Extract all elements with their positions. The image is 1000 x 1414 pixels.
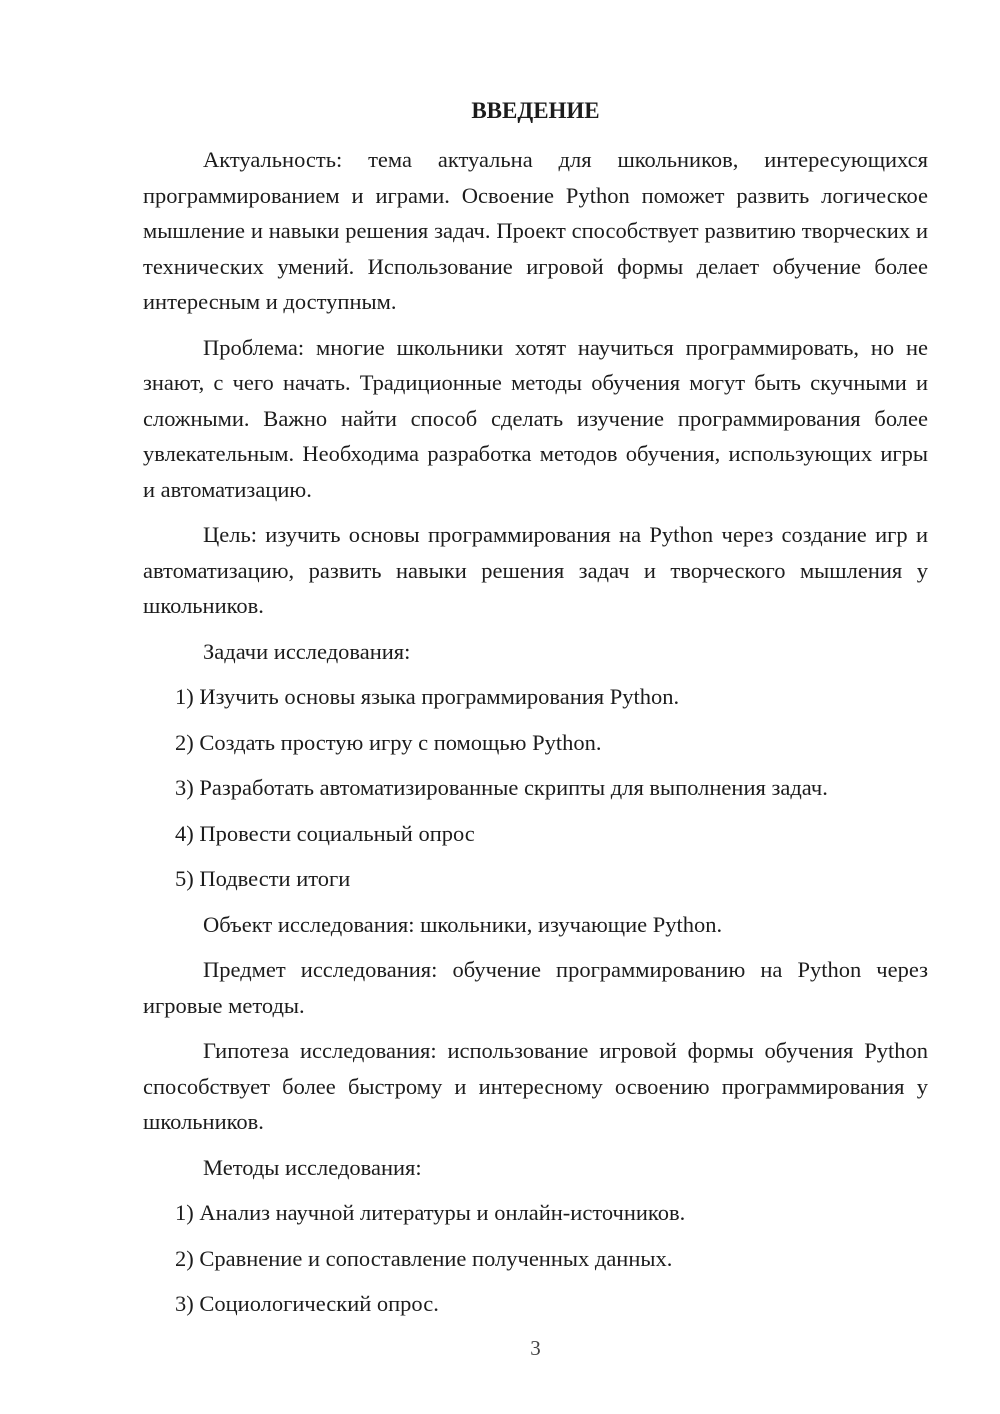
relevance-paragraph: Актуальность: тема актуальна для школьников, интересующихся программированием и играми. Освоение Python поможет развить логическое мышление и навыки решения задач. Проект способствует развитию творческих и технических умений. Использование игровой формы делает обучение более интересным и доступным. <box>143 147 928 314</box>
methods-heading: Методы исследования: <box>203 1154 422 1180</box>
document-body <box>143 142 928 1332</box>
method-list-item: 1) Анализ научной литературы и онлайн-источников. <box>175 1200 686 1225</box>
problem-paragraph: Проблема: многие школьники хотят научиться программировать, но не знают, с чего начать. Традиционные методы обучения могут быть скучными и сложными. Важно найти способ сделать изучение программирования более увлекательным. Необходима разработка методов обучения, использующих игры и автоматизацию. <box>143 334 928 502</box>
task-list-item: 4) Провести социальный опрос <box>175 820 475 846</box>
goal-paragraph: Цель: изучить основы программирования на Python через создание игр и автоматизацию, развить навыки решения задач и творческого мышления у школьников. <box>143 522 928 618</box>
task-list-item: 2) Создать простую игру с помощью Python. <box>175 729 602 755</box>
hypothesis-paragraph: Гипотеза исследования: использование игровой формы обучения Python способствует более быстрому и интересному освоению программирования у школьников. <box>143 1038 928 1134</box>
tasks-heading: Задачи исследования: <box>203 638 411 664</box>
task-list-item: 3) Разработать автоматизированные скрипты для выполнения задач. <box>175 775 828 800</box>
subject-paragraph: Предмет исследования: обучение программированию на Python через игровые методы. <box>143 957 928 1018</box>
page-title: ВВЕДЕНИЕ <box>471 98 600 123</box>
task-list-item: 1) Изучить основы языка программирования Python. <box>175 684 680 709</box>
method-list-item: 2) Сравнение и сопоставление полученных данных. <box>175 1245 673 1271</box>
object-paragraph: Объект исследования: школьники, изучающие Python. <box>203 911 723 937</box>
document-page <box>143 0 928 1414</box>
method-list-item: 3) Социологический опрос. <box>175 1291 439 1316</box>
task-list-item: 5) Подвести итоги <box>175 866 351 891</box>
page-number: 3 <box>530 1336 541 1360</box>
